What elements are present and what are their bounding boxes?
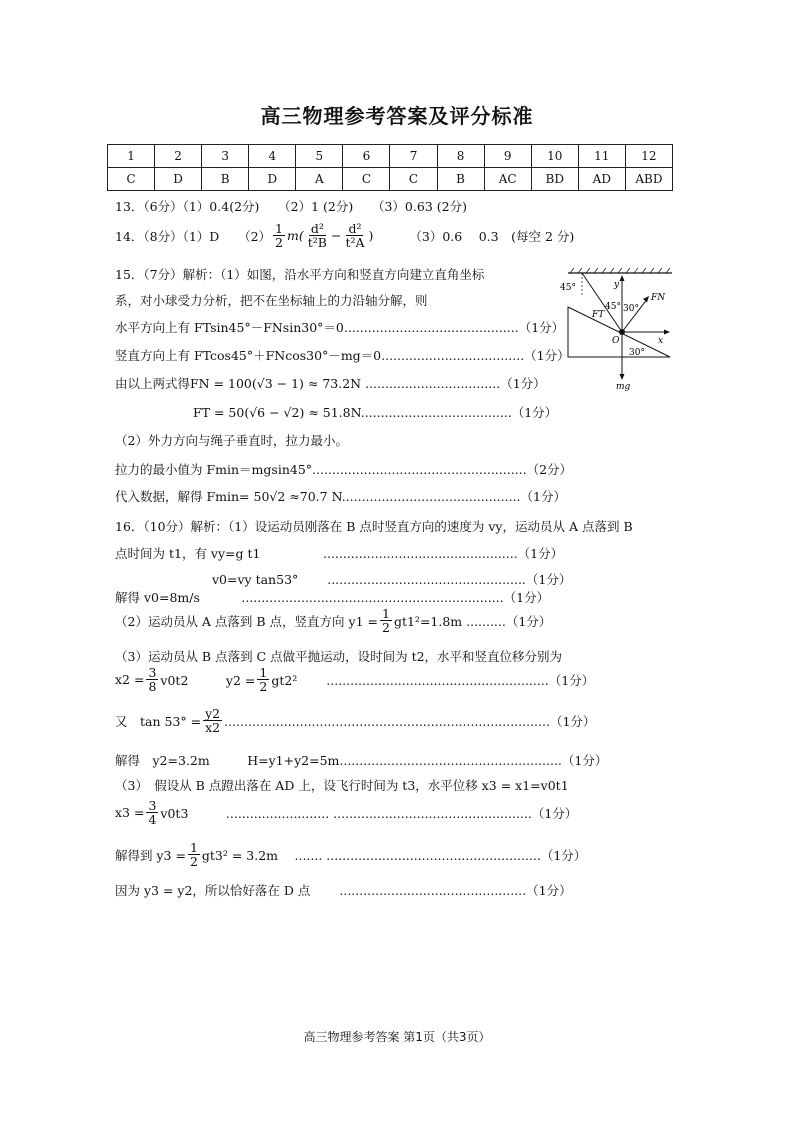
q15-line-5: 由以上两式得FN = 100(√3 − 1) ≈ 73.2N ..................................（1分）	[115, 376, 546, 391]
table-cell: C	[108, 168, 155, 191]
q16-line-1: 16．（10分）解析：（1）设运动员刚落在 B 点时竖直方向的速度为 vy，运动员从 A 点落到 B	[115, 519, 633, 534]
table-cell: D	[249, 168, 296, 191]
q14-suffix: （3）0.6 0.3 (每空 2 分)	[409, 228, 575, 244]
table-cell: 12	[625, 145, 672, 168]
fraction-denominator: t²B	[307, 235, 327, 251]
label-30b: 30°	[629, 348, 645, 358]
table-cell: C	[343, 168, 390, 191]
q15-line-1: 15．（7分）解析：（1）如图，沿水平方向和竖直方向建立直角坐标	[115, 267, 485, 282]
q16-line-12-start: 解得到 y3 =	[115, 847, 186, 863]
y-axis-arrow	[620, 275, 625, 281]
q16-line-7-y2: v0t2 y2 =	[160, 672, 256, 688]
q16-line-7	[115, 666, 594, 693]
q16-line-7-x2: x2 =	[115, 672, 145, 688]
table-cell: 2	[155, 145, 202, 168]
table-cell: B	[437, 168, 484, 191]
x-axis-arrow	[664, 330, 670, 335]
fraction-denominator: x2	[205, 720, 221, 736]
q14-close-paren: )	[368, 228, 374, 244]
table-cell: 7	[390, 145, 437, 168]
q16-line-7-end: gt2² ........................................................（1分）	[271, 672, 595, 688]
q16-line-12-end: gt3² = 3.2m ....... ......................................................（1分）	[201, 847, 587, 863]
q16-line-5	[115, 607, 551, 634]
fn-arrow	[643, 296, 649, 303]
q16-line-6: （3）运动员从 B 点落到 C 点做平抛运动，设时间为 t2，水平和竖直位移分别为	[115, 649, 563, 664]
table-cell: C	[390, 168, 437, 191]
table-cell: 6	[343, 145, 390, 168]
label-y: y	[614, 280, 620, 290]
table-cell: BD	[531, 168, 578, 191]
q15-line-7: （2）外力方向与绳子垂直时，拉力最小。	[115, 433, 348, 448]
fraction-numerator: d²	[310, 221, 324, 236]
q16-line-3: v0=vy tan53° ..................................................（1分）	[212, 572, 572, 587]
q13-line: 13．（6分）（1）0.4(2分) （2）1 (2分) （3）0.63 (2分)	[115, 199, 467, 214]
table-cell: 5	[296, 145, 343, 168]
label-fn: FN	[651, 293, 666, 303]
q14-minus: −	[330, 228, 342, 244]
fraction-numerator: 1	[189, 840, 198, 855]
label-o: O	[612, 336, 620, 346]
fraction-denominator: 2	[259, 679, 268, 695]
q15-line-3: 水平方向上有 FTsin45°－FNsin30°＝0............................................（1分）	[115, 320, 565, 335]
mg-arrow	[620, 374, 625, 380]
table-cell: 9	[484, 145, 531, 168]
table-cell: AC	[484, 168, 531, 191]
fraction-numerator: 3	[148, 665, 157, 680]
label-30: 30°	[623, 304, 639, 314]
fraction-numerator: d²	[348, 221, 362, 236]
q16-line-10: （3） 假设从 B 点蹬出落在 AD 上，设飞行时间为 t3，水平位移 x3 = x1=v0t1	[115, 778, 569, 793]
fraction-denominator: 8	[148, 679, 157, 695]
q16-line-5-end: gt1²=1.8m ..........（1分）	[393, 613, 552, 629]
q16-half-fraction	[380, 607, 392, 634]
q16-tan-fraction	[203, 707, 222, 734]
q16-line-8-start: 又 tan 53° =	[115, 713, 202, 729]
q14-m: m(	[287, 228, 304, 244]
q16-line-11-end: v0t3 .......................... ..................................................（1分）	[160, 805, 578, 821]
q16-line-2: 点时间为 t1，有 vy=g t1 .................................................（1分）	[115, 546, 564, 561]
table-cell: ABD	[625, 168, 672, 191]
q15-line-9: 代入数据，解得 Fmin= 50√2 ≈70.7 N.............................................（1分）	[115, 489, 566, 504]
label-mg: mg	[616, 382, 631, 392]
ceiling-hatching	[570, 268, 670, 273]
q16-line-11-start: x3 =	[115, 805, 145, 821]
q16-line-5-start: （2）运动员从 A 点落到 B 点，竖直方向 y1 =	[115, 613, 378, 629]
table-cell: AD	[578, 168, 625, 191]
q16-three-quarters	[146, 799, 158, 826]
answer-table-number-row	[108, 145, 673, 168]
answer-table	[107, 144, 673, 191]
q16-half-fraction-3	[188, 841, 200, 868]
q14-half-fraction	[273, 222, 285, 249]
table-cell: 1	[108, 145, 155, 168]
q15-line-6: FT = 50(√6 − √2) ≈ 51.8N......................................（1分）	[193, 405, 558, 420]
fraction-numerator: 3	[148, 798, 157, 813]
label-45b: 45°	[605, 302, 621, 312]
q14-prefix: 14．（8分）（1）D （2）	[115, 228, 272, 244]
ball	[619, 329, 625, 335]
q16-line-4: 解得 v0=8m/s ..................................................................（1分）	[115, 590, 550, 605]
q16-line-11	[115, 799, 577, 826]
q16-line-9: 解得 y2=3.2m H=y1+y2=5m........................................................（1分）	[115, 753, 608, 768]
q16-three-eighths	[146, 666, 158, 693]
fraction-denominator: 4	[148, 812, 157, 828]
table-cell: D	[155, 168, 202, 191]
q16-line-12	[115, 841, 586, 868]
label-ft: FT	[592, 310, 605, 320]
q14-fraction-b	[306, 222, 329, 249]
q14-fraction-a	[343, 222, 366, 249]
fraction-denominator: 2	[275, 235, 283, 251]
table-cell: 4	[249, 145, 296, 168]
label-x: x	[658, 336, 664, 346]
table-cell: A	[296, 168, 343, 191]
force-diagram	[560, 265, 680, 395]
fraction-denominator: 2	[189, 854, 198, 870]
q15-line-4: 竖直方向上有 FTcos45°＋FNcos30°－mg＝0....................................（1分）	[115, 348, 570, 363]
q16-half-fraction-2	[257, 666, 269, 693]
table-cell: 10	[531, 145, 578, 168]
fraction-denominator: t²A	[345, 235, 365, 251]
fraction-denominator: 2	[382, 620, 390, 636]
q16-line-8	[115, 707, 595, 734]
fraction-numerator: 1	[275, 221, 283, 236]
q15-line-8: 拉力的最小值为 Fmin＝mgsin45°......................................................（2分）	[115, 462, 573, 477]
answer-table-answer-row	[108, 168, 673, 191]
table-cell: 8	[437, 145, 484, 168]
table-cell: 3	[202, 145, 249, 168]
table-cell: B	[202, 168, 249, 191]
page-footer: 高三物理参考答案 第1页（共3页）	[303, 1030, 491, 1044]
q16-line-13: 因为 y3 = y2，所以恰好落在 D 点 ...............................................（1分）	[115, 883, 572, 898]
q15-line-2: 系，对小球受力分析，把不在坐标轴上的力沿轴分解，则	[115, 293, 428, 308]
label-45: 45°	[560, 283, 576, 293]
fraction-numerator: 1	[382, 606, 390, 621]
page-title: 高三物理参考答案及评分标准	[260, 104, 534, 128]
q16-line-8-end: ..................................................................................（1分）	[224, 713, 596, 729]
fraction-numerator: y2	[205, 706, 221, 721]
fraction-numerator: 1	[259, 665, 268, 680]
table-cell: 11	[578, 145, 625, 168]
q14-line	[115, 222, 574, 249]
